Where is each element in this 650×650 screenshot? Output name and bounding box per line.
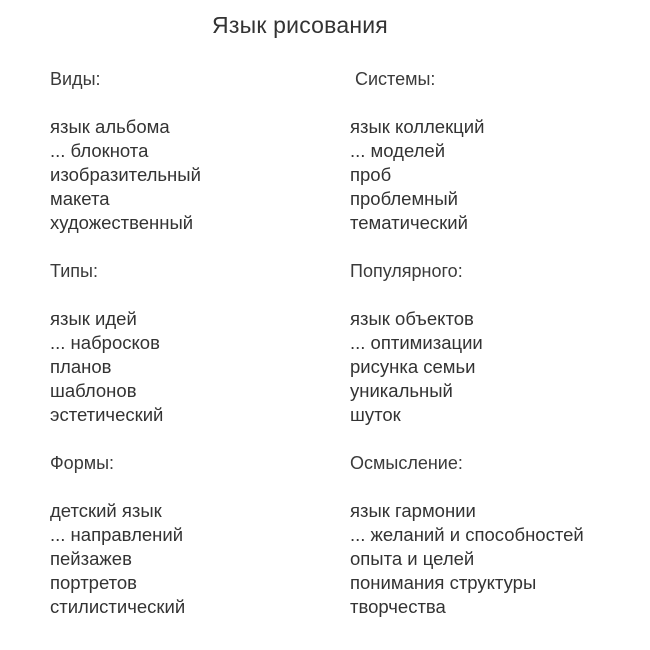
section-types-kinds (50, 67, 340, 235)
list-item: ... набросков (50, 332, 160, 353)
section-heading: Виды: (50, 69, 101, 89)
section-forms (50, 451, 340, 619)
list-item: пейзажев (50, 548, 132, 569)
list-item: тематический (350, 212, 468, 233)
list-item: ... направлений (50, 524, 184, 545)
list-item: художественный (50, 212, 194, 233)
term-list (350, 115, 645, 235)
term-list (50, 115, 340, 235)
list-item: планов (50, 356, 112, 377)
term-list (350, 307, 645, 427)
section-systems (350, 67, 645, 235)
section-heading: Формы: (50, 453, 115, 473)
list-item: язык альбома (50, 116, 170, 137)
list-item: шаблонов (50, 380, 137, 401)
list-item: язык гармонии (350, 500, 476, 521)
list-item: детский язык (50, 500, 162, 521)
page-title: Язык рисования (212, 12, 388, 38)
list-item: шуток (350, 404, 401, 425)
section-heading: Системы: (355, 69, 436, 89)
list-item: творчества (350, 596, 446, 617)
list-item: опыта и целей (350, 548, 475, 569)
section-types (50, 259, 340, 427)
section-heading: Типы: (50, 261, 98, 281)
list-item: язык объектов (350, 308, 474, 329)
list-item: ... моделей (350, 140, 446, 161)
list-item: эстетический (50, 404, 164, 425)
section-heading: Осмысление: (350, 453, 463, 473)
list-item: ... блокнота (50, 140, 149, 161)
list-item: ... оптимизации (350, 332, 483, 353)
list-item: рисунка семьи (350, 356, 476, 377)
term-list (350, 499, 645, 619)
list-item: изобразительный (50, 164, 201, 185)
list-item: язык идей (50, 308, 137, 329)
list-item: портретов (50, 572, 138, 593)
section-popular (350, 259, 645, 427)
term-list (50, 499, 340, 619)
list-item: ... желаний и способностей (350, 524, 584, 545)
list-item: макета (50, 188, 110, 209)
list-item: уникальный (350, 380, 453, 401)
list-item: стилистический (50, 596, 186, 617)
list-item: понимания структуры (350, 572, 537, 593)
section-heading: Популярного: (350, 261, 463, 281)
section-comprehension (350, 451, 645, 619)
list-item: язык коллекций (350, 116, 485, 137)
list-item: проблемный (350, 188, 459, 209)
term-list (50, 307, 340, 427)
list-item: проб (350, 164, 392, 185)
